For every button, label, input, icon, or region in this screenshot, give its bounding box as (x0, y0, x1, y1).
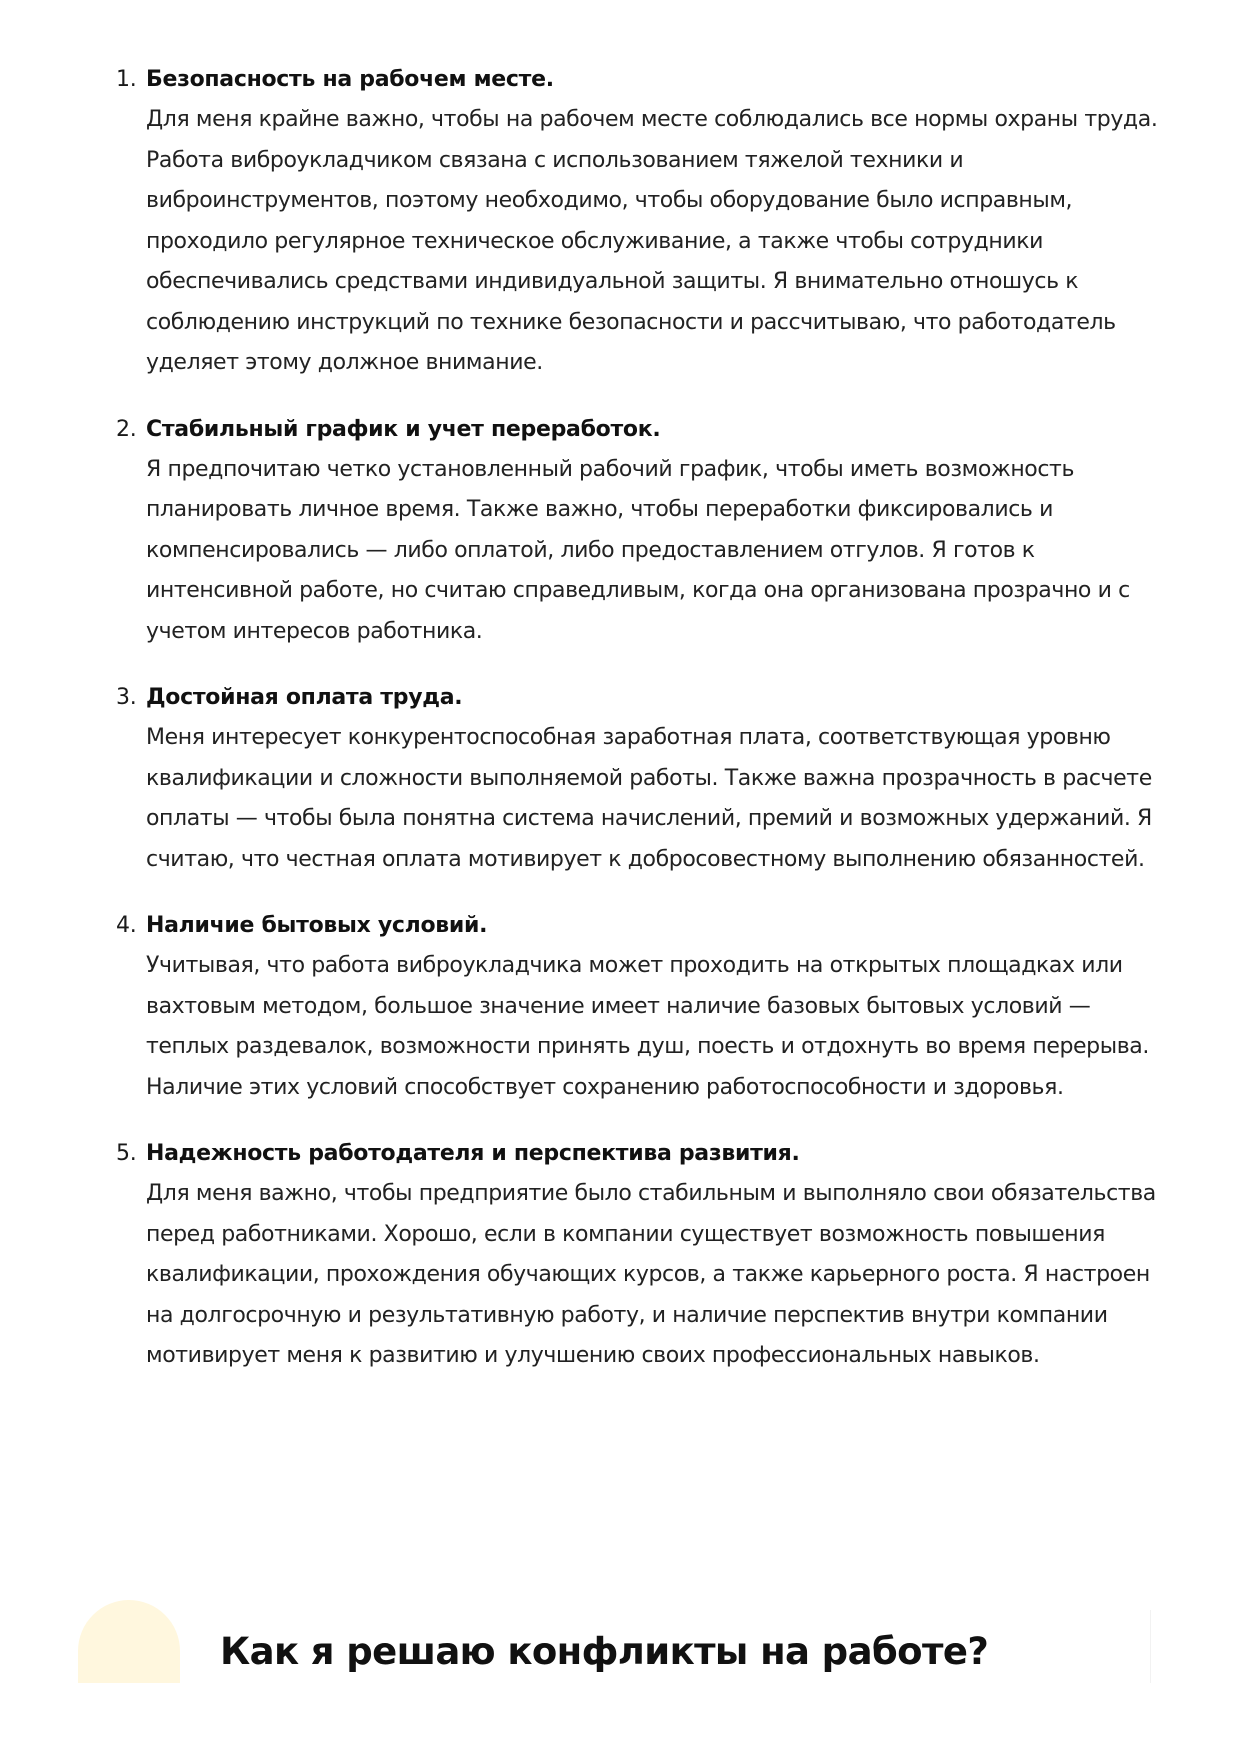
list-item (0, 60, 1239, 384)
page-bottom (0, 1683, 1239, 1753)
requirements-list (0, 60, 1239, 1403)
item-body: Я предпочитаю четко установленный рабочий график, чтобы иметь возможность планировать личное время. Также важно, чтобы переработки фиксировались и компенсировались — либо оплатой, либо предоставлением отгулов. Я готов к интенсивной работе, но считаю справедливым, когда она организована прозрачно и с учетом интересов работника. (146, 456, 1130, 644)
item-body: Для меня важно, чтобы предприятие было стабильным и выполняло свои обязательства перед работниками. Хорошо, если в компании существует возможность повышения квалификации, прохождения обучающих курсов, а также карьерного роста. Я настроен на долгосрочную и результативную работу, и наличие перспектив внутри компании мотивирует меня к развитию и улучшению своих профессиональных навыков. (146, 1181, 1156, 1368)
item-title: Достойная оплата труда. (146, 685, 463, 710)
section-title: Как я решаю конфликты на работе? (220, 1630, 989, 1673)
item-body: Меня интересует конкурентоспособная заработная плата, соответствующая уровню квалификации и сложности выполняемой работы. Также важна прозрачность в расчете оплаты — чтобы была понятна система начислений, премий и возможных удержаний. Я считаю, что честная оплата мотивирует к добросовестному выполнению обязанностей. (146, 725, 1152, 872)
list-item (0, 678, 1239, 880)
item-title: Наличие бытовых условий. (146, 913, 488, 938)
list-item (0, 906, 1239, 1108)
item-body: Учитывая, что работа виброукладчика может проходить на открытых площадках или вахтовым методом, большое значение имеет наличие базовых бытовых условий — теплых раздевалок, возможности принять душ, поесть и отдохнуть во время перерыва. Наличие этих условий способствует сохранению работоспособности и здоровья. (146, 953, 1149, 1100)
item-title: Стабильный график и учет переработок. (146, 416, 661, 442)
item-title: Надежность работодателя и перспектива развития. (146, 1141, 800, 1166)
item-body: Для меня крайне важно, чтобы на рабочем месте соблюдались все нормы охраны труда. Работа виброукладчиком связана с использованием тяжелой техники и виброинструментов, поэтому необходимо, чтобы оборудование было исправным, проходило регулярное техническое обслуживание, а также чтобы сотрудники обеспечивались средствами индивидуальной защиты. Я внимательно отношусь к соблюдению инструкций по технике безопасности и рассчитываю, что работодатель уделяет этому должное внимание. (146, 107, 1158, 375)
item-title: Безопасность на рабочем месте. (146, 67, 554, 92)
list-item (0, 1134, 1239, 1377)
list-item (0, 410, 1239, 653)
item-number: 5. (116, 1141, 137, 1166)
item-number: 4. (116, 913, 137, 938)
item-number: 2. (116, 416, 137, 442)
item-number: 3. (116, 685, 137, 710)
item-number: 1. (116, 67, 137, 92)
